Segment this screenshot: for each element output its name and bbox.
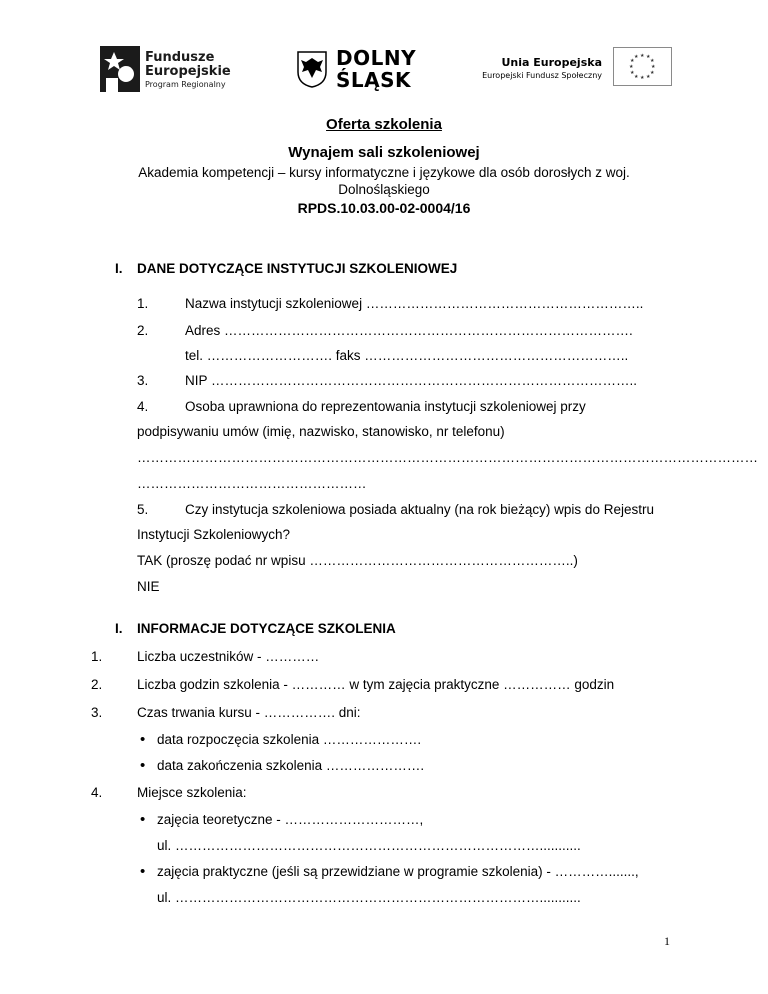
s1-dotted-line-long: …………………………………………………………………………………………………………………………	[137, 450, 758, 465]
svg-text:★: ★	[640, 75, 645, 81]
s2-practice-street: ul. ………………………………………………………………………...........	[157, 890, 581, 905]
dolny-slask-logo	[296, 44, 426, 94]
section1-title: DANE DOTYCZĄCE INSTYTUCJI SZKOLENIOWEJ	[137, 261, 458, 276]
ue-line2: Europejski Fundusz Społeczny	[482, 71, 602, 80]
svg-text:★: ★	[651, 64, 656, 70]
fe-line3: Program Regionalny	[145, 80, 226, 89]
description-line1: Akademia kompetencji – kursy informatyczne i językowe dla osób dorosłych z woj.	[138, 165, 630, 180]
s1-item5-number: 5.	[137, 502, 149, 517]
section2-title: INFORMACJE DOTYCZĄCE SZKOLENIA	[137, 621, 396, 636]
page-title: Oferta szkolenia	[326, 116, 442, 133]
svg-text:★: ★	[630, 70, 635, 76]
s1-item5-text: Czy instytucja szkoleniowa posiada aktualny (na rok bieżący) wpis do Rejestru	[185, 502, 654, 517]
s1-option-nie: NIE	[137, 579, 160, 594]
ds-line1: DOLNY	[336, 46, 417, 70]
s2-item3-number: 3.	[91, 705, 103, 720]
description-line2: Dolnośląskiego	[338, 182, 430, 197]
section2-number: I.	[115, 621, 123, 636]
svg-text:★: ★	[630, 58, 635, 64]
s2-bullet-end-date: • data zakończenia szkolenia ………………….	[157, 758, 424, 773]
page-number: 1	[664, 934, 670, 948]
svg-text:★: ★	[646, 54, 651, 60]
project-code: RPDS.10.03.00-02-0004/16	[297, 200, 471, 216]
svg-text:★: ★	[629, 64, 634, 70]
fe-line2: Europejskie	[145, 64, 231, 79]
s2-item4-number: 4.	[91, 785, 103, 800]
svg-text:★: ★	[650, 58, 655, 64]
s1-item4-text: Osoba uprawniona do reprezentowania instytucji szkoleniowej przy	[185, 399, 586, 414]
s2-item2-text: Liczba godzin szkolenia - ………… w tym zajęcia praktyczne …………… godzin	[137, 677, 615, 692]
s1-item1-text: Nazwa instytucji szkoleniowej ……………………………………………………..	[185, 296, 644, 311]
s1-item4-number: 4.	[137, 399, 149, 414]
s1-option-tak: TAK (proszę podać nr wpisu …………………………………………………..)	[137, 553, 578, 568]
s2-bullet-start-date: • data rozpoczęcia szkolenia ………………….	[157, 732, 421, 747]
s1-tel-fax: tel. ………………………. faks …………………………………………………..	[185, 348, 629, 363]
page-subtitle: Wynajem sali szkoleniowej	[288, 144, 480, 161]
eu-flag-icon	[613, 47, 672, 86]
s1-item3-number: 3.	[137, 373, 149, 388]
ue-line1: Unia Europejska	[501, 56, 602, 69]
s2-bullet-theory: • zajęcia teoretyczne - …………………………,	[157, 812, 423, 827]
s1-item2-number: 2.	[137, 323, 149, 338]
s1-item3-text: NIP …………………………………………………………………………………..	[185, 373, 638, 388]
svg-text:★: ★	[640, 53, 645, 59]
s2-theory-street: ul. ………………………………………………………………………...........	[157, 838, 581, 853]
svg-text:★: ★	[646, 74, 651, 80]
s1-dotted-line-short: ……………………………………………	[137, 476, 367, 491]
s1-item2-text: Adres ……………………………………………………………………………….	[185, 323, 633, 338]
fe-star-icon	[100, 44, 140, 94]
s1-item4-continued: podpisywaniu umów (imię, nazwisko, stanowisko, nr telefonu)	[137, 424, 505, 439]
section1-number: I.	[115, 261, 123, 276]
svg-text:★: ★	[634, 74, 639, 80]
s2-item1-number: 1.	[91, 649, 103, 664]
s2-bullet-practice: • zajęcia praktyczne (jeśli są przewidziane w programie szkolenia) - ………….......,	[157, 864, 639, 879]
s2-item4-text: Miejsce szkolenia:	[137, 785, 247, 800]
ds-line2: ŚLĄSK	[336, 68, 412, 92]
fundusze-europejskie-logo	[100, 44, 240, 94]
svg-text:★: ★	[634, 54, 639, 60]
svg-text:★: ★	[650, 70, 655, 76]
eagle-crest-icon	[296, 50, 328, 88]
s2-item1-text: Liczba uczestników - …………	[137, 649, 320, 664]
fe-line1: Fundusze	[145, 50, 215, 65]
s2-item2-number: 2.	[91, 677, 103, 692]
s1-item1-number: 1.	[137, 296, 149, 311]
s1-item5-continued: Instytucji Szkoleniowych?	[137, 527, 291, 542]
s2-item3-text: Czas trwania kursu - ……………. dni:	[137, 705, 361, 720]
